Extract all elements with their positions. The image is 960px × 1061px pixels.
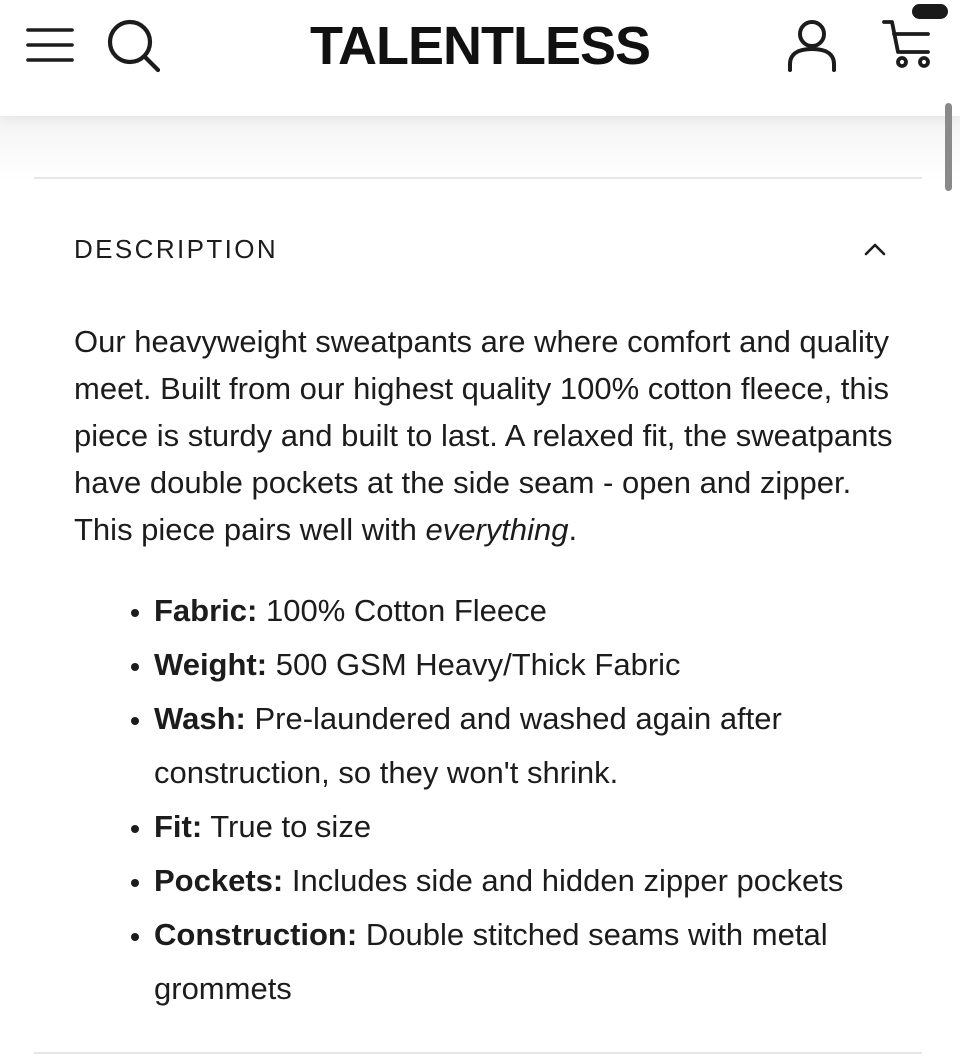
feature-item-fit bbox=[154, 800, 910, 854]
chevron-up-icon bbox=[862, 239, 888, 259]
feature-item-pockets bbox=[154, 854, 910, 908]
description-period: . bbox=[568, 512, 578, 547]
feature-item-wash bbox=[154, 692, 910, 800]
feature-item-fabric bbox=[154, 584, 910, 638]
feature-value: True to size bbox=[210, 809, 372, 844]
feature-label: Fit: bbox=[154, 809, 203, 844]
feature-label: Weight: bbox=[154, 647, 268, 682]
product-description bbox=[74, 318, 904, 553]
product-feature-list bbox=[110, 584, 910, 1016]
section-divider bbox=[34, 1052, 922, 1054]
feature-label: Fabric: bbox=[154, 593, 258, 628]
description-emphasis: everything bbox=[425, 512, 569, 547]
description-title: DESCRIPTION bbox=[74, 233, 279, 264]
user-account-icon[interactable] bbox=[782, 16, 842, 76]
feature-value: Includes side and hidden zipper pockets bbox=[291, 863, 844, 898]
site-header bbox=[0, 0, 960, 116]
feature-label: Construction: bbox=[154, 917, 358, 952]
feature-value: 500 GSM Heavy/Thick Fabric bbox=[275, 647, 681, 682]
header-shadow-fade bbox=[0, 116, 960, 180]
feature-item-weight bbox=[154, 638, 910, 692]
scrollbar-thumb[interactable] bbox=[945, 103, 952, 191]
feature-label: Wash: bbox=[154, 701, 246, 736]
description-text: Our heavyweight sweatpants are where comfort and quality meet. Built from our highest quality 100% cotton fleece, this piece is sturdy and built to last. A relaxed fit, the sweatpants have double pockets at the side seam - open and zipper. This piece pairs well with bbox=[74, 324, 893, 547]
section-divider bbox=[34, 177, 922, 179]
feature-value: Pre-laundered and washed again after construction, so they won't shrink. bbox=[154, 701, 782, 790]
feature-value: 100% Cotton Fleece bbox=[265, 593, 547, 628]
feature-label: Pockets: bbox=[154, 863, 284, 898]
description-accordion-toggle[interactable] bbox=[74, 226, 888, 272]
cart-count-badge[interactable] bbox=[912, 4, 948, 19]
shopping-cart-icon[interactable] bbox=[880, 14, 942, 72]
feature-item-construction bbox=[154, 908, 910, 1016]
brand-logo[interactable]: TALENTLESS bbox=[310, 16, 650, 76]
feature-value: Double stitched seams with metal grommets bbox=[154, 917, 828, 1006]
